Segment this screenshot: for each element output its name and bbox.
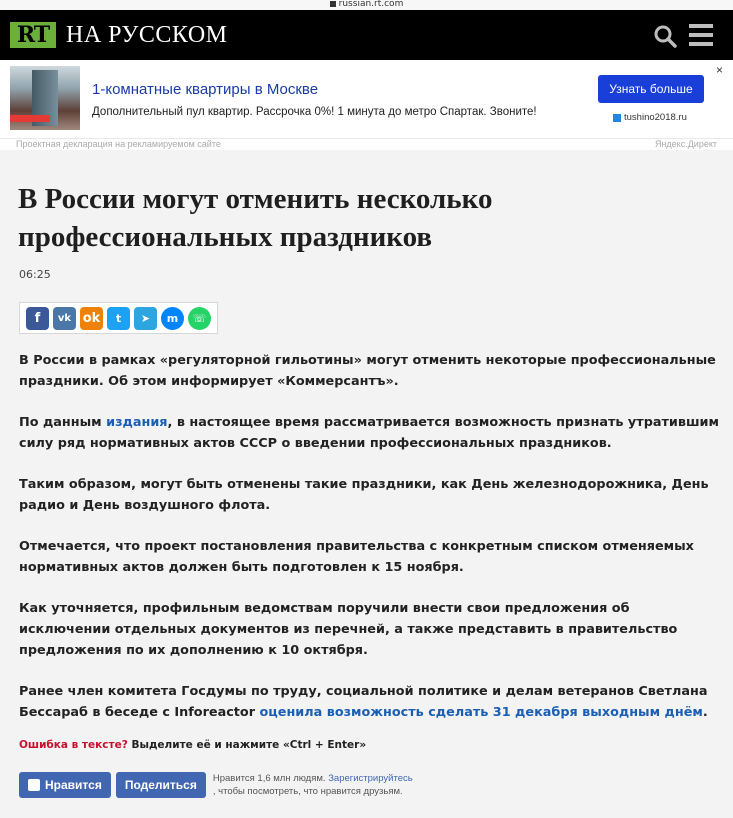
thumbs-up-icon (28, 779, 40, 791)
ad-close-icon[interactable]: × (716, 63, 724, 77)
menu-icon[interactable] (689, 24, 713, 46)
related-article-link[interactable]: оценила возможность сделать 31 декабря выходным днём (259, 705, 703, 720)
paragraph-1: В России в рамках «регуляторной гильотины» могут отменить некоторые профессиональные праздники. Об этом информирует «Коммерсантъ». (19, 353, 716, 389)
facebook-share-button[interactable]: Поделиться (116, 772, 206, 798)
paragraph-6: Ранее член комитета Госдумы по труду, социальной политике и делам ветеранов Светлана Бессараб в беседе с Inforeactor оценила возможность сделать 31 декабря выходным днём. (19, 684, 708, 720)
error-notice-text: Выделите её и нажмите «Ctrl + Enter» (127, 739, 367, 751)
paragraph-3: Таким образом, могут быть отменены такие праздники, как День железнодорожника, День радио и День воздушного флота. (19, 477, 709, 513)
source-link[interactable]: издания (106, 415, 168, 430)
lock-icon (330, 1, 336, 7)
odnoklassniki-icon[interactable]: ok (80, 307, 103, 330)
facebook-like-button[interactable]: Нравится (19, 772, 111, 798)
rt-logo[interactable]: RT (10, 22, 56, 48)
paragraph-2: По данным издания, в настоящее время рассматривается возможность признать утратившим силу ряд нормативных актов СССР о введении профессиональных праздников. (19, 415, 719, 451)
paragraph-4: Отмечается, что проект постановления правительства с конкретным списком отменяемых нормативных актов должен быть подготовлен к 15 ноября. (19, 539, 694, 575)
facebook-register-link[interactable]: Зарегистрируйтесь (328, 773, 413, 784)
ad-domain[interactable] (613, 112, 687, 123)
messenger-icon[interactable]: m (161, 307, 184, 330)
share-bar (19, 302, 218, 334)
article-title: В России могут отменить несколько профессиональных праздников (18, 183, 493, 253)
telegram-icon[interactable]: ➤ (134, 307, 157, 330)
url-text: russian.rt.com (338, 0, 404, 9)
facebook-like-bar (19, 772, 413, 798)
vk-icon[interactable]: vk (53, 307, 76, 330)
facebook-like-text: Нравится 1,6 млн людям. Зарегистрируйтесь , чтобы посмотреть, что нравится друзьям. (212, 773, 413, 797)
twitter-icon[interactable]: t (107, 307, 130, 330)
ad-network[interactable]: Яндекс.Директ (654, 139, 717, 149)
whatsapp-icon[interactable]: ☏ (188, 307, 211, 330)
ad-cta-button[interactable]: Узнать больше (598, 75, 704, 103)
favicon-icon (613, 114, 621, 122)
ad-banner[interactable] (0, 60, 733, 138)
ad-image[interactable] (10, 66, 80, 130)
ad-disclaimer: Проектная декларация на рекламируемом сайте (16, 139, 221, 149)
facebook-icon[interactable]: f (26, 307, 49, 330)
article-body (19, 350, 724, 743)
ad-description: Дополнительный пул квартир. Рассрочка 0%! 1 минута до метро Спартак. Звоните! (92, 106, 537, 118)
error-notice-label: Ошибка в тексте? (19, 739, 128, 751)
article-time: 06:25 (19, 268, 51, 281)
search-icon[interactable] (653, 24, 677, 48)
error-notice (19, 739, 366, 751)
article-content (0, 150, 733, 818)
browser-url-bar[interactable] (0, 0, 733, 10)
ad-footer (0, 138, 733, 149)
site-name[interactable]: НА РУССКОМ (66, 21, 228, 48)
site-header (0, 10, 733, 60)
ad-domain-text: tushino2018.ru (624, 112, 687, 123)
paragraph-5: Как уточняется, профильным ведомствам поручили внести свои предложения об исключении отдельных документов из перечней, а также представить в правительство предложения по их дополнению к 10 октября. (19, 601, 678, 658)
ad-title[interactable]: 1-комнатные квартиры в Москве (92, 81, 319, 98)
